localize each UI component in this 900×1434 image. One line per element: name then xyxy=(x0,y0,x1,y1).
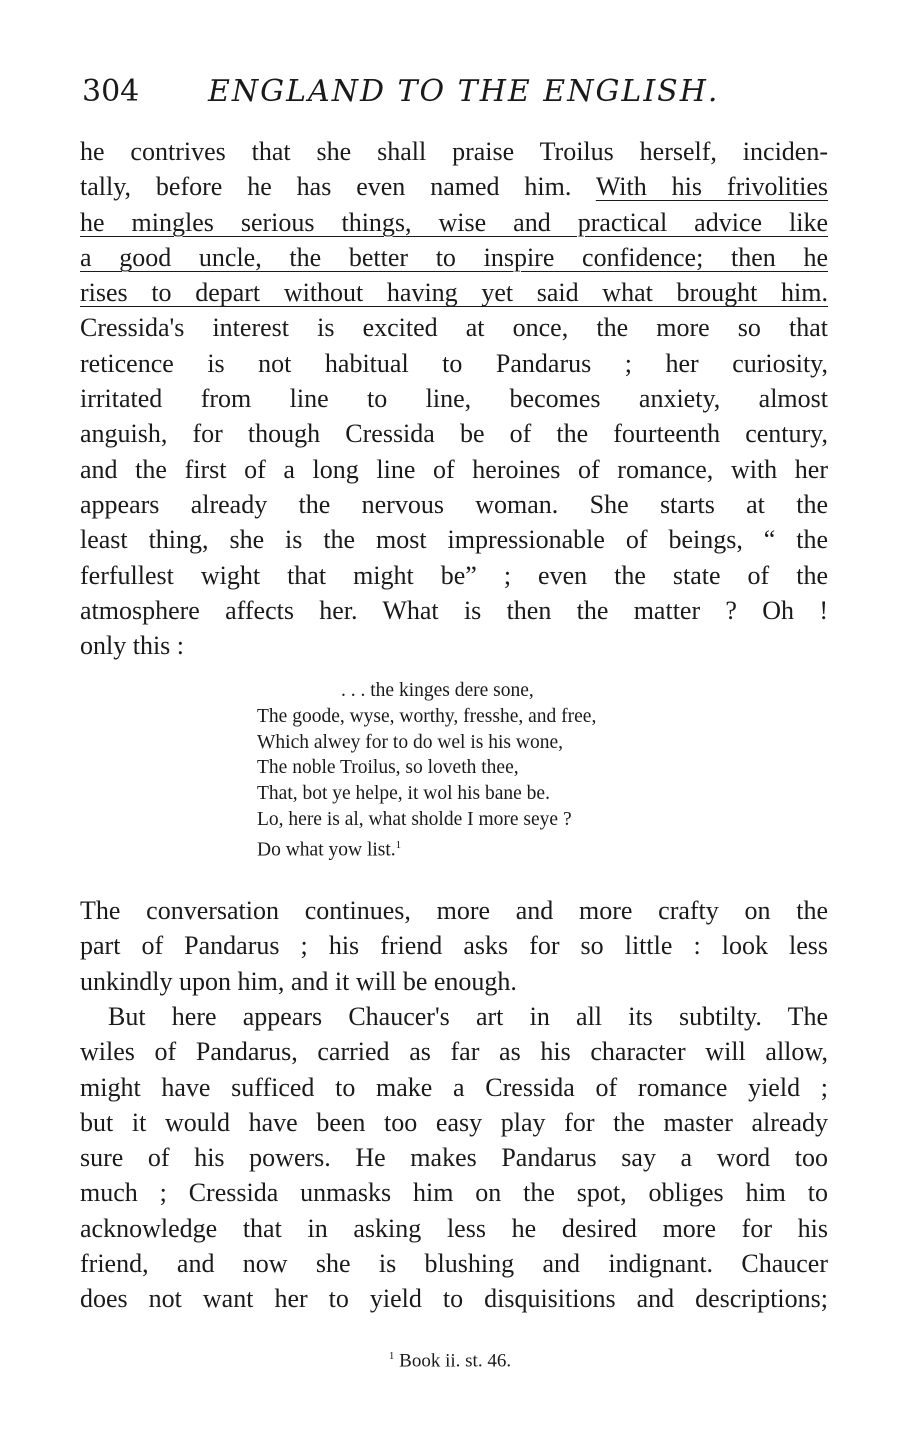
text-line: acknowledge that in asking less he desired more for his xyxy=(80,1213,828,1243)
text-line-underlined xyxy=(80,275,828,310)
text-line: part of Pandarus ; his friend asks for so little : look less xyxy=(80,931,828,961)
text-line: least thing, she is the most impressionable of beings, “ the xyxy=(80,525,828,555)
text-line-underlined xyxy=(80,240,828,275)
paragraph-1 xyxy=(80,134,828,663)
text-line-underlined xyxy=(80,205,828,240)
running-title: ENGLAND TO THE ENGLISH. xyxy=(208,74,720,109)
text-line: might have sufficed to make a Cressida of romance yield ; xyxy=(80,1072,828,1102)
verse-line: That, bot ye helpe, it wol his bane be. xyxy=(257,783,550,805)
verse-line: . . . the kinges dere sone, xyxy=(341,680,534,701)
text-line: reticence is not habitual to Pandarus ; her curiosity, xyxy=(80,348,828,378)
underlined-text: a good uncle, the better to inspire confidence; then he xyxy=(80,242,828,272)
text-line: but it would have been too easy play for the master already xyxy=(80,1107,828,1137)
footnote-reference: 1 xyxy=(395,838,402,851)
text-line: appears already the nervous woman. She starts at the xyxy=(80,489,828,519)
text-line xyxy=(80,169,828,204)
text-line: he contrives that she shall praise Troilus herself, inciden- xyxy=(80,137,828,166)
running-header xyxy=(82,72,828,112)
text-line: irritated from line to line, becomes anxiety, almost xyxy=(80,384,828,414)
underlined-text: With his frivolities xyxy=(595,172,828,202)
text-line: much ; Cressida unmasks him on the spot, obliges him to xyxy=(80,1178,828,1208)
text-line: only this : xyxy=(80,631,185,661)
verse-line xyxy=(257,833,596,863)
underlined-text: rises to depart without having yet said what brought him. xyxy=(80,278,828,308)
verse-line: The noble Troilus, so loveth thee, xyxy=(257,757,519,779)
verse-line: Lo, here is al, what sholde I more seye ? xyxy=(257,808,572,830)
text-line: But here appears Chaucer's art in all its subtilty. The xyxy=(108,1002,828,1031)
verse-line: The goode, wyse, worthy, fresshe, and free, xyxy=(257,705,597,727)
text-line: does not want her to yield to disquisitions and descriptions; xyxy=(80,1284,828,1314)
verse-quotation xyxy=(257,678,596,863)
text-line: ferfullest wight that might be” ; even the state of the xyxy=(80,560,828,590)
text-line: unkindly upon him, and it will be enough. xyxy=(80,966,517,996)
verse-line: Which alwey for to do wel is his wone, xyxy=(257,731,563,753)
footnote xyxy=(0,1344,900,1373)
verse-text: Do what yow list. xyxy=(257,839,396,861)
text-line: The conversation continues, more and more crafty on the xyxy=(80,896,828,925)
text-line: anguish, for though Cressida be of the fourteenth century, xyxy=(80,419,828,449)
underlined-text: he mingles serious things, wise and practical advice like xyxy=(80,207,828,237)
text-line: wiles of Pandarus, carried as far as his character will allow, xyxy=(80,1037,828,1067)
text-line: and the first of a long line of heroines of romance, with her xyxy=(80,454,828,484)
text-line: sure of his powers. He makes Pandarus say a word too xyxy=(80,1143,828,1173)
text-line: friend, and now she is blushing and indignant. Chaucer xyxy=(80,1249,828,1279)
text-line: Cressida's interest is excited at once, the more so that xyxy=(80,313,828,343)
paragraph-3 xyxy=(80,999,828,1317)
text-fragment: tally, before he has even named him. xyxy=(80,172,596,202)
footnote-text: Book ii. st. 46. xyxy=(399,1350,512,1372)
paragraph-2 xyxy=(80,893,828,999)
footnote-marker: 1 xyxy=(388,1350,395,1362)
text-line: atmosphere affects her. What is then the matter ? Oh ! xyxy=(80,595,828,625)
page-number: 304 xyxy=(82,74,140,109)
